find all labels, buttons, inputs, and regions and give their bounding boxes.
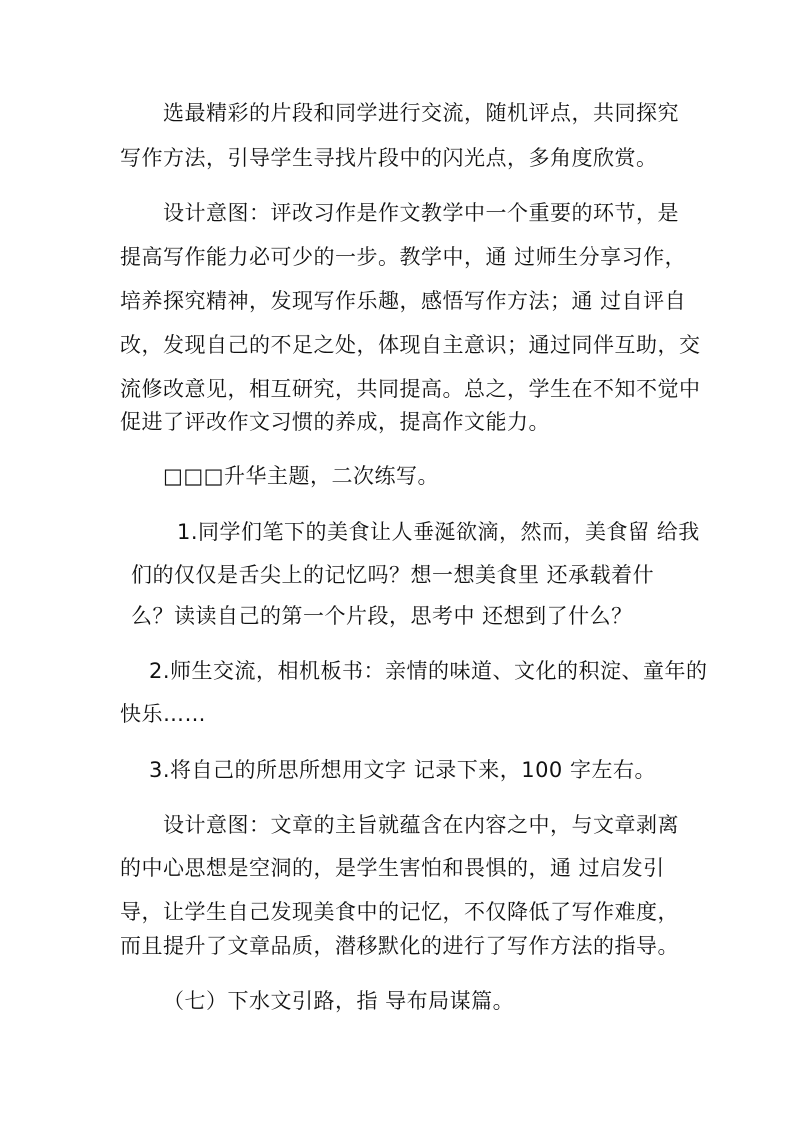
paragraph-line: 选最精彩的片段和同学进行交流，随机评点，共同探究 [163, 101, 679, 125]
section-heading: （七）下水文引路，指 导布局谋篇。 [163, 989, 515, 1013]
paragraph-line: 们的仅仅是舌尖上的记忆吗？想一想美食里 还承载着什 [131, 563, 655, 587]
paragraph-line: 促进了评改作文习惯的养成，提高作文能力。 [120, 410, 550, 434]
paragraph-line: 的中心思想是空洞的，是学生害怕和畏惧的，通 过启发引 [120, 856, 665, 880]
paragraph-line: 而且提升了文章品质，潜移默化的进行了写作方法的指导。 [120, 934, 679, 958]
section-heading: □□□升华主题，二次练写。 [163, 464, 440, 488]
paragraph-line: 快乐…… [120, 702, 206, 726]
paragraph-line: 提高写作能力必可少的一步。教学中，通 过师生分享习作， [120, 245, 687, 269]
paragraph-line: 1.同学们笔下的美食让人垂涎欲滴，然而，美食留 给我 [177, 520, 700, 544]
paragraph-line: 培养探究精神，发现写作乐趣，感悟写作方法；通 过自评自 [120, 289, 687, 313]
paragraph-line: 么？读读自己的第一个片段，思考中 还想到了什么？ [131, 604, 633, 628]
paragraph-line: 3.将自己的所思所想用文字 记录下来，100 字左右。 [149, 758, 656, 782]
paragraph-line: 导，让学生自己发现美食中的记忆，不仅降低了写作难度， [120, 900, 679, 924]
paragraph-line: 设计意图：文章的主旨就蕴含在内容之中，与文章剥离 [163, 813, 679, 837]
paragraph-line: 设计意图：评改习作是作文教学中一个重要的环节，是 [163, 201, 679, 225]
paragraph-line: 流修改意见，相互研究，共同提高。总之，学生在不知不觉中 [120, 377, 701, 401]
paragraph-line: 写作方法，引导学生寻找片段中的闪光点，多角度欣赏。 [120, 146, 658, 170]
paragraph-line: 改，发现自己的不足之处，体现自主意识；通过同伴互助，交 [120, 333, 701, 357]
paragraph-line: 2.师生交流，相机板书：亲情的味道、文化的积淀、童年的 [149, 659, 708, 683]
